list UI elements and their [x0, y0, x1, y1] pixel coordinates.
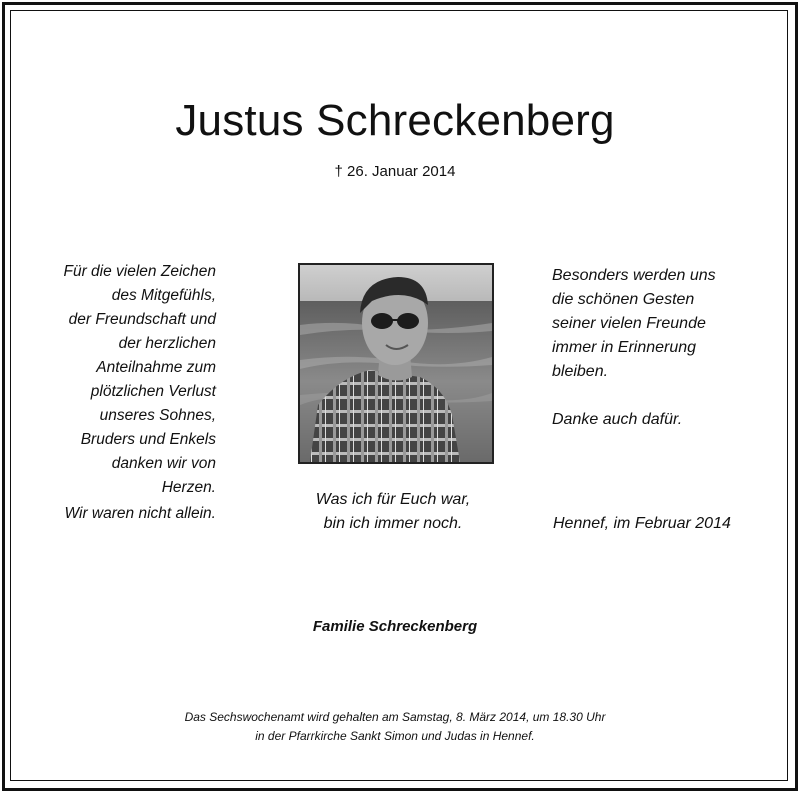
- gratitude-line: danken wir von: [111, 455, 216, 472]
- gratitude-closing: Wir waren nicht allein.: [64, 505, 216, 522]
- portrait-photo: [298, 263, 494, 464]
- memory-line: bleiben.: [552, 363, 609, 380]
- gratitude-line: plötzlichen Verlust: [90, 383, 216, 400]
- gratitude-line: unseres Sohnes,: [99, 407, 216, 424]
- family-signature: Familie Schreckenberg: [312, 618, 478, 635]
- place-and-date: Hennef, im Februar 2014: [553, 515, 731, 532]
- photo-caption: [290, 488, 496, 536]
- gratitude-line: des Mitgefühls,: [111, 287, 216, 304]
- memory-line: Besonders werden uns: [552, 267, 716, 284]
- notice-line: in der Pfarrkirche Sankt Simon und Judas in Hennef.: [255, 729, 535, 743]
- gratitude-line: der Freundschaft und: [68, 311, 216, 328]
- portrait-photo-image: [300, 265, 492, 462]
- memory-text: [552, 264, 762, 432]
- gratitude-text: [30, 260, 216, 526]
- thanks-line: Danke auch dafür.: [552, 411, 683, 428]
- caption-line: Was ich für Euch war,: [315, 491, 471, 508]
- caption-line: bin ich immer noch.: [323, 515, 463, 532]
- service-notice: [0, 708, 790, 746]
- deceased-name: Justus Schreckenberg: [175, 96, 615, 145]
- gratitude-line: Anteilnahme zum: [96, 359, 216, 376]
- gratitude-line: Herzen.: [161, 479, 216, 496]
- notice-line: Das Sechswochenamt wird gehalten am Samstag, 8. März 2014, um 18.30 Uhr: [184, 710, 606, 724]
- memory-line: seiner vielen Freunde: [552, 315, 706, 332]
- gratitude-line: der herzlichen: [118, 335, 216, 352]
- memory-line: die schönen Gesten: [552, 291, 695, 308]
- memory-line: immer in Erinnerung: [552, 339, 697, 356]
- death-date: † 26. Januar 2014: [334, 163, 456, 180]
- gratitude-line: Bruders und Enkels: [80, 431, 216, 448]
- gratitude-line: Für die vielen Zeichen: [63, 263, 216, 280]
